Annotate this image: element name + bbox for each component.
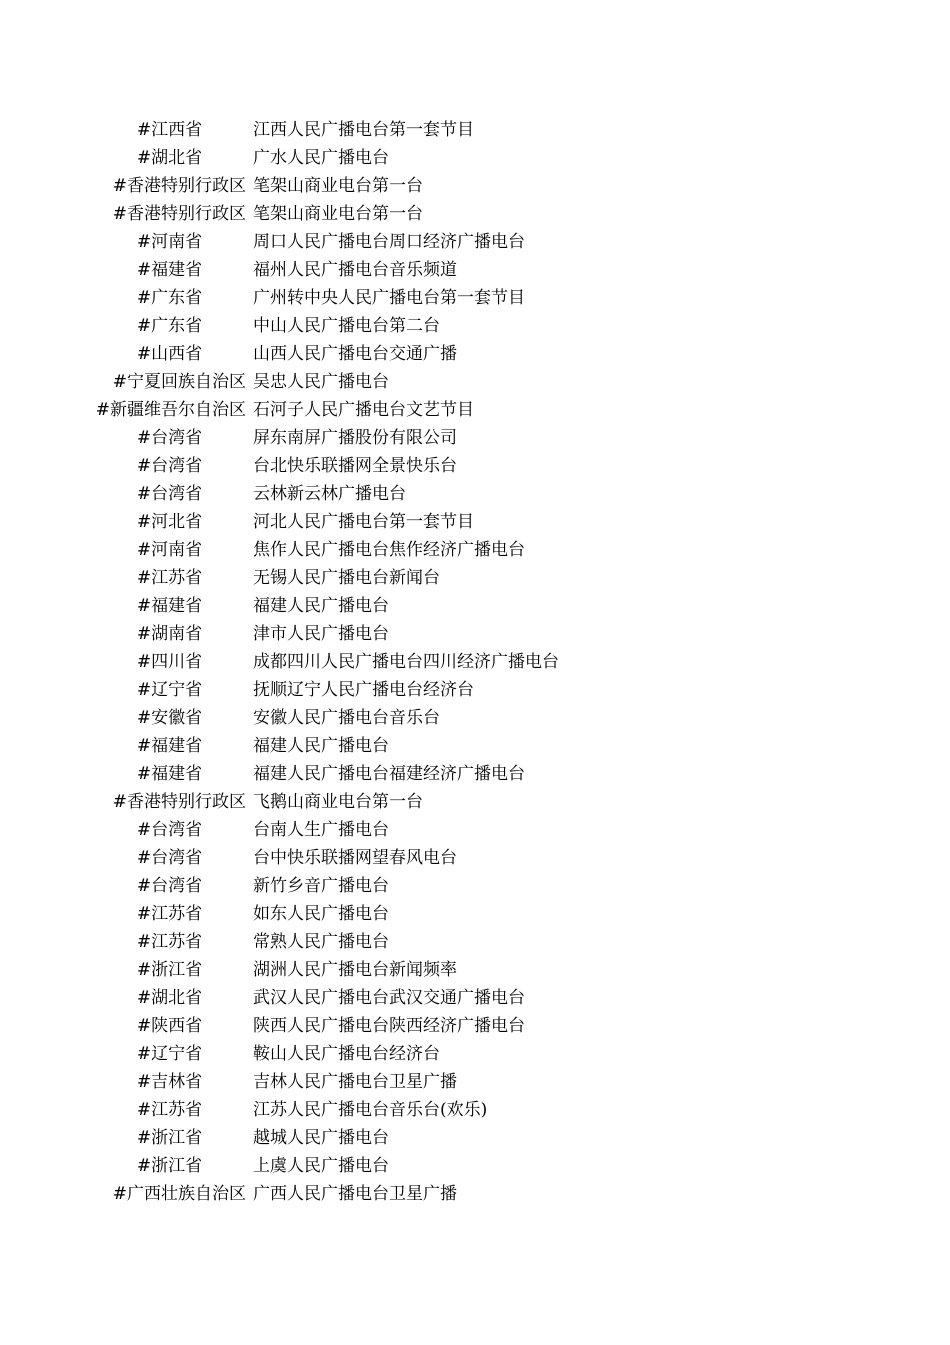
table-row [0, 284, 950, 312]
station-cell: 吉林人民广播电台卫星广播 [253, 1072, 457, 1092]
region-label: #宁夏回族自治区 [112, 372, 246, 392]
region-cell [0, 144, 253, 172]
region-label: #江苏省 [136, 568, 203, 588]
station-list [0, 116, 950, 1208]
table-row [0, 1012, 950, 1040]
table-row [0, 732, 950, 760]
region-cell [0, 312, 253, 340]
station-cell: 陕西人民广播电台陕西经济广播电台 [253, 1016, 525, 1036]
station-cell: 安徽人民广播电台音乐台 [253, 708, 440, 728]
station-cell: 湖洲人民广播电台新闻频率 [253, 960, 457, 980]
region-label: #香港特别行政区 [112, 204, 246, 224]
station-cell: 台北快乐联播网全景快乐台 [253, 456, 457, 476]
region-cell [0, 256, 253, 284]
region-cell [0, 872, 253, 900]
station-cell: 飞鹅山商业电台第一台 [253, 792, 423, 812]
table-row [0, 872, 950, 900]
region-label: #辽宁省 [136, 680, 203, 700]
region-cell [0, 592, 253, 620]
region-label: #山西省 [136, 344, 203, 364]
region-cell [0, 844, 253, 872]
region-cell [0, 1068, 253, 1096]
region-cell [0, 1040, 253, 1068]
region-cell [0, 676, 253, 704]
table-row [0, 928, 950, 956]
region-label: #香港特别行政区 [112, 176, 246, 196]
region-label: #福建省 [136, 260, 203, 280]
station-cell: 石河子人民广播电台文艺节目 [253, 400, 474, 420]
table-row [0, 1068, 950, 1096]
table-row [0, 116, 950, 144]
region-cell [0, 816, 253, 844]
table-row [0, 816, 950, 844]
table-row [0, 564, 950, 592]
region-label: #江苏省 [136, 1100, 203, 1120]
table-row [0, 956, 950, 984]
station-cell: 津市人民广播电台 [253, 624, 389, 644]
region-cell [0, 1180, 253, 1208]
station-cell: 周口人民广播电台周口经济广播电台 [253, 232, 525, 252]
table-row [0, 788, 950, 816]
region-cell [0, 788, 253, 816]
region-label: #福建省 [136, 764, 203, 784]
region-label: #香港特别行政区 [112, 792, 246, 812]
table-row [0, 200, 950, 228]
region-label: #台湾省 [136, 428, 203, 448]
region-label: #台湾省 [136, 876, 203, 896]
region-cell [0, 116, 253, 144]
region-label: #新疆维吾尔自治区 [95, 400, 246, 420]
region-cell [0, 424, 253, 452]
station-cell: 中山人民广播电台第二台 [253, 316, 440, 336]
region-cell [0, 228, 253, 256]
region-cell [0, 536, 253, 564]
station-cell: 笔架山商业电台第一台 [253, 204, 423, 224]
station-cell: 广水人民广播电台 [253, 148, 389, 168]
region-label: #湖南省 [136, 624, 203, 644]
station-cell: 广西人民广播电台卫星广播 [253, 1184, 457, 1204]
region-label: #湖北省 [136, 988, 203, 1008]
table-row [0, 984, 950, 1012]
table-row [0, 256, 950, 284]
region-label: #湖北省 [136, 148, 203, 168]
region-label: #台湾省 [136, 484, 203, 504]
region-label: #浙江省 [136, 1128, 203, 1148]
region-label: #台湾省 [136, 456, 203, 476]
table-row [0, 480, 950, 508]
region-label: #江苏省 [136, 932, 203, 952]
table-row [0, 676, 950, 704]
region-cell [0, 340, 253, 368]
region-cell [0, 564, 253, 592]
table-row [0, 620, 950, 648]
region-cell [0, 396, 253, 424]
region-label: #福建省 [136, 736, 203, 756]
station-cell: 焦作人民广播电台焦作经济广播电台 [253, 540, 525, 560]
region-label: #江西省 [136, 120, 203, 140]
region-cell [0, 760, 253, 788]
station-cell: 台中快乐联播网望春风电台 [253, 848, 457, 868]
region-cell [0, 1096, 253, 1124]
table-row [0, 172, 950, 200]
station-cell: 抚顺辽宁人民广播电台经济台 [253, 680, 474, 700]
region-label: #吉林省 [136, 1072, 203, 1092]
region-cell [0, 452, 253, 480]
region-label: #浙江省 [136, 960, 203, 980]
region-cell [0, 984, 253, 1012]
station-cell: 上虞人民广播电台 [253, 1156, 389, 1176]
region-cell [0, 620, 253, 648]
region-cell [0, 704, 253, 732]
region-cell [0, 956, 253, 984]
region-cell [0, 368, 253, 396]
region-cell [0, 508, 253, 536]
table-row [0, 452, 950, 480]
region-label: #福建省 [136, 596, 203, 616]
region-cell [0, 732, 253, 760]
station-cell: 台南人生广播电台 [253, 820, 389, 840]
region-label: #江苏省 [136, 904, 203, 924]
station-cell: 福建人民广播电台福建经济广播电台 [253, 764, 525, 784]
table-row [0, 396, 950, 424]
station-cell: 新竹乡音广播电台 [253, 876, 389, 896]
region-cell [0, 200, 253, 228]
table-row [0, 648, 950, 676]
table-row [0, 312, 950, 340]
table-row [0, 1180, 950, 1208]
station-cell: 福建人民广播电台 [253, 596, 389, 616]
region-label: #四川省 [136, 652, 203, 672]
station-cell: 福建人民广播电台 [253, 736, 389, 756]
station-cell: 福州人民广播电台音乐频道 [253, 260, 457, 280]
region-cell [0, 284, 253, 312]
region-cell [0, 1012, 253, 1040]
station-cell: 河北人民广播电台第一套节目 [253, 512, 474, 532]
station-cell: 如东人民广播电台 [253, 904, 389, 924]
table-row [0, 760, 950, 788]
region-cell [0, 648, 253, 676]
region-cell [0, 928, 253, 956]
region-label: #安徽省 [136, 708, 203, 728]
table-row [0, 1124, 950, 1152]
region-label: #浙江省 [136, 1156, 203, 1176]
region-label: #广东省 [136, 288, 203, 308]
region-label: #河南省 [136, 232, 203, 252]
region-label: #广东省 [136, 316, 203, 336]
region-label: #台湾省 [136, 848, 203, 868]
table-row [0, 340, 950, 368]
station-cell: 屏东南屏广播股份有限公司 [253, 428, 457, 448]
station-cell: 无锡人民广播电台新闻台 [253, 568, 440, 588]
station-cell: 广州转中央人民广播电台第一套节目 [253, 288, 525, 308]
station-cell: 鞍山人民广播电台经济台 [253, 1044, 440, 1064]
station-cell: 江苏人民广播电台音乐台(欢乐) [253, 1100, 488, 1120]
region-label: #陕西省 [136, 1016, 203, 1036]
table-row [0, 536, 950, 564]
region-label: #河南省 [136, 540, 203, 560]
table-row [0, 368, 950, 396]
table-row [0, 1152, 950, 1180]
station-cell: 武汉人民广播电台武汉交通广播电台 [253, 988, 525, 1008]
region-label: #广西壮族自治区 [112, 1184, 246, 1204]
region-cell [0, 900, 253, 928]
table-row [0, 508, 950, 536]
region-cell [0, 480, 253, 508]
station-cell: 吴忠人民广播电台 [253, 372, 389, 392]
table-row [0, 704, 950, 732]
station-cell: 笔架山商业电台第一台 [253, 176, 423, 196]
table-row [0, 844, 950, 872]
table-row [0, 144, 950, 172]
station-cell: 成都四川人民广播电台四川经济广播电台 [253, 652, 559, 672]
station-cell: 云林新云林广播电台 [253, 484, 406, 504]
table-row [0, 900, 950, 928]
station-cell: 常熟人民广播电台 [253, 932, 389, 952]
table-row [0, 228, 950, 256]
region-cell [0, 172, 253, 200]
table-row [0, 592, 950, 620]
table-row [0, 424, 950, 452]
region-cell [0, 1124, 253, 1152]
region-label: #辽宁省 [136, 1044, 203, 1064]
region-label: #台湾省 [136, 820, 203, 840]
station-cell: 越城人民广播电台 [253, 1128, 389, 1148]
region-cell [0, 1152, 253, 1180]
table-row [0, 1096, 950, 1124]
region-label: #河北省 [136, 512, 203, 532]
station-cell: 山西人民广播电台交通广播 [253, 344, 457, 364]
table-row [0, 1040, 950, 1068]
station-cell: 江西人民广播电台第一套节目 [253, 120, 474, 140]
